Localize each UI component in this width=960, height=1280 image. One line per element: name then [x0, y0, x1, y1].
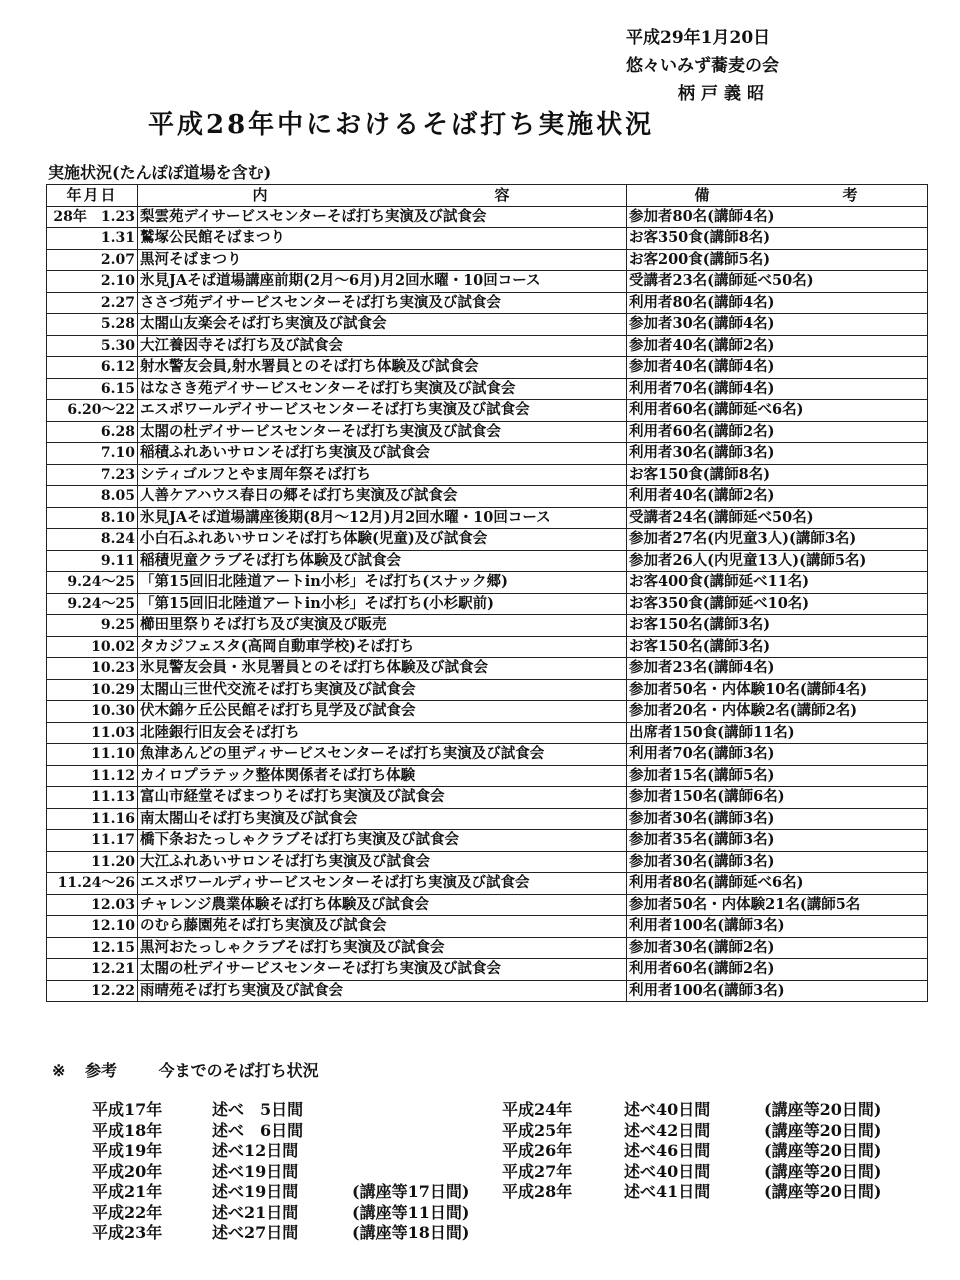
history-days: 述べ46日間: [624, 1141, 711, 1160]
content-cell: 鷲塚公民館そばまつり: [138, 228, 627, 250]
notes-cell: お客200食(講師5名): [627, 249, 928, 271]
notes-cell: 参加者30名(講師3名): [627, 808, 928, 830]
document-title: 平成28年中におけるそば打ち実施状況: [148, 110, 655, 140]
history-days: 述べ40日間: [624, 1100, 711, 1119]
history-lectures: (講座等20日間): [764, 1161, 882, 1181]
document-header: [626, 24, 926, 108]
notes-cell: お客400食(講師延べ11名): [627, 572, 928, 594]
date-cell: 28年 1.23: [47, 206, 138, 228]
date-cell: 12.03: [47, 894, 138, 916]
date-cell: 7.23: [47, 464, 138, 486]
table-row: [47, 572, 928, 594]
history-year: 平成23年: [92, 1223, 163, 1242]
notes-cell: 利用者70名(講師3名): [627, 744, 928, 766]
table-row: [47, 335, 928, 357]
content-cell: はなさき苑デイサービスセンターそば打ち実演及び試食会: [138, 378, 627, 400]
notes-cell: 受講者24名(講師延べ50名): [627, 507, 928, 529]
date-cell: 11.20: [47, 851, 138, 873]
history-year: 平成17年: [92, 1100, 163, 1119]
notes-cell: 利用者70名(講師4名): [627, 378, 928, 400]
date-cell: 11.10: [47, 744, 138, 766]
table-row: [47, 400, 928, 422]
table-row: [47, 421, 928, 443]
content-cell: チャレンジ農業体験そば打ち体験及び試食会: [138, 894, 627, 916]
history-days: 述べ40日間: [624, 1161, 711, 1181]
date-cell: 9.25: [47, 615, 138, 637]
notes-cell: 参加者50名・内体験21名(講師5名: [627, 894, 928, 916]
date-cell: 6.12: [47, 357, 138, 379]
date-cell: 11.17: [47, 830, 138, 852]
content-cell: 梨雲苑デイサービスセンターそば打ち実演及び試食会: [138, 206, 627, 228]
notes-cell: お客150名(講師3名): [627, 636, 928, 658]
reference-heading: [52, 1058, 319, 1081]
date-cell: 8.05: [47, 486, 138, 508]
table-row: [47, 443, 928, 465]
date-cell: 8.24: [47, 529, 138, 551]
content-cell: エスポワールディサービスセンターそば打ち実演及び試食会: [138, 873, 627, 895]
notes-cell: 利用者100名(講師3名): [627, 916, 928, 938]
history-days: 述べ19日間: [212, 1161, 299, 1181]
table-row: [47, 550, 928, 572]
notes-cell: 参加者30名(講師3名): [627, 851, 928, 873]
table-row: [47, 980, 928, 1002]
notes-cell: お客150食(講師8名): [627, 464, 928, 486]
table-row: [47, 529, 928, 551]
notes-cell: 参加者20名・内体験2名(講師2名): [627, 701, 928, 723]
section-label: 実施状況(たんぽぽ道場を含む): [48, 163, 272, 182]
table-row: [47, 507, 928, 529]
date-cell: 12.15: [47, 937, 138, 959]
header-notes-part: 考: [842, 186, 860, 205]
notes-cell: 利用者60名(講師延べ6名): [627, 400, 928, 422]
table-row: [47, 808, 928, 830]
header-date: 年月日: [47, 185, 138, 207]
date-cell: 11.24～26: [47, 873, 138, 895]
table-row: [47, 593, 928, 615]
table-row: [47, 271, 928, 293]
table-row: [47, 701, 928, 723]
history-list-right: [502, 1100, 881, 1203]
content-cell: 小白石ふれあいサロンそば打ち体験(児童)及び試食会: [138, 529, 627, 551]
history-year: 平成26年: [502, 1141, 573, 1160]
content-cell: 太閤の杜デイサービスセンターそば打ち実演及び試食会: [138, 959, 627, 981]
date-cell: 9.24～25: [47, 593, 138, 615]
content-cell: 富山市経堂そばまつりそば打ち実演及び試食会: [138, 787, 627, 809]
table-row: [47, 744, 928, 766]
history-row: [502, 1100, 881, 1121]
history-year: 平成18年: [92, 1120, 163, 1140]
content-cell: シティゴルフとやま周年祭そば打ち: [138, 464, 627, 486]
table-row: [47, 765, 928, 787]
notes-cell: 利用者30名(講師3名): [627, 443, 928, 465]
reference-label: 参考: [84, 1061, 117, 1080]
history-lectures: (講座等20日間): [764, 1120, 882, 1140]
history-year: 平成28年: [502, 1182, 573, 1201]
document-date: 平成29年1月20日: [626, 28, 771, 48]
content-cell: 氷見JAそば道場講座前期(2月～6月)月2回水曜・10回コース: [138, 271, 627, 293]
history-lectures: (講座等20日間): [764, 1182, 882, 1201]
history-year: 平成22年: [92, 1202, 163, 1222]
history-row: [92, 1141, 469, 1162]
notes-cell: 参加者80名(講師4名): [627, 206, 928, 228]
date-cell: 10.23: [47, 658, 138, 680]
table-row: [47, 464, 928, 486]
content-cell: 伏木錦ケ丘公民館そば打ち見学及び試食会: [138, 701, 627, 723]
history-row: [92, 1223, 469, 1244]
date-cell: 8.10: [47, 507, 138, 529]
table-row: [47, 206, 928, 228]
notes-cell: お客350食(講師延べ10名): [627, 593, 928, 615]
notes-cell: お客150名(講師3名): [627, 615, 928, 637]
history-year: 平成24年: [502, 1100, 573, 1119]
events-body: [47, 206, 928, 1002]
content-cell: 黒河おたっしゃクラブそば打ち実演及び試食会: [138, 937, 627, 959]
history-lectures: (講座等11日間): [352, 1202, 470, 1222]
header-notes-part: 備: [694, 186, 712, 205]
table-row: [47, 292, 928, 314]
header-notes: [627, 185, 928, 207]
header-content-part: 容: [494, 186, 512, 205]
date-cell: 2.27: [47, 292, 138, 314]
history-row: [92, 1203, 469, 1224]
history-row: [92, 1182, 469, 1203]
history-days: 述べ41日間: [624, 1182, 711, 1201]
history-year: 平成21年: [92, 1182, 163, 1201]
date-cell: 10.02: [47, 636, 138, 658]
table-row: [47, 830, 928, 852]
notes-cell: 参加者50名・内体験10名(講師4名): [627, 679, 928, 701]
table-row: [47, 378, 928, 400]
notes-cell: 参加者30名(講師2名): [627, 937, 928, 959]
content-cell: 稲積ふれあいサロンそば打ち実演及び試食会: [138, 443, 627, 465]
history-year: 平成20年: [92, 1161, 163, 1181]
history-lectures: (講座等20日間): [764, 1141, 882, 1160]
content-cell: 「第15回旧北陸道アートin小杉」そば打ち(小杉駅前): [138, 593, 627, 615]
content-cell: のむら藤園苑そば打ち実演及び試食会: [138, 916, 627, 938]
history-row: [92, 1100, 469, 1121]
table-row: [47, 679, 928, 701]
content-cell: 雨晴苑そば打ち実演及び試食会: [138, 980, 627, 1002]
date-cell: 12.22: [47, 980, 138, 1002]
history-year: 平成27年: [502, 1161, 573, 1181]
notes-cell: 参加者23名(講師4名): [627, 658, 928, 680]
history-days: 述べ 5日間: [212, 1100, 304, 1119]
table-row: [47, 873, 928, 895]
date-cell: 5.28: [47, 314, 138, 336]
table-header-row: [47, 185, 928, 207]
header-content: [138, 185, 627, 207]
notes-cell: 利用者60名(講師2名): [627, 959, 928, 981]
content-cell: 橋下条おたっしゃクラブそば打ち実演及び試食会: [138, 830, 627, 852]
date-cell: 10.29: [47, 679, 138, 701]
date-cell: 9.11: [47, 550, 138, 572]
content-cell: タカジフェスタ(高岡自動車学校)そば打ち: [138, 636, 627, 658]
date-cell: 11.13: [47, 787, 138, 809]
table-row: [47, 636, 928, 658]
date-cell: 7.10: [47, 443, 138, 465]
history-days: 述べ27日間: [212, 1223, 299, 1242]
history-row: [502, 1121, 881, 1142]
date-cell: 11.03: [47, 722, 138, 744]
history-row: [502, 1162, 881, 1183]
notes-cell: 利用者80名(講師4名): [627, 292, 928, 314]
content-cell: 黒河そばまつり: [138, 249, 627, 271]
table-row: [47, 787, 928, 809]
content-cell: 太閤山友楽会そば打ち実演及び試食会: [138, 314, 627, 336]
history-year: 平成25年: [502, 1120, 573, 1140]
history-days: 述べ42日間: [624, 1120, 711, 1140]
date-cell: 5.30: [47, 335, 138, 357]
notes-cell: 受講者23名(講師延べ50名): [627, 271, 928, 293]
notes-cell: 参加者27名(内児童3人)(講師3名): [627, 529, 928, 551]
notes-cell: 利用者100名(講師3名): [627, 980, 928, 1002]
date-cell: 1.31: [47, 228, 138, 250]
table-row: [47, 228, 928, 250]
content-cell: ささづ苑デイサービスセンターそば打ち実演及び試食会: [138, 292, 627, 314]
table-row: [47, 314, 928, 336]
content-cell: 魚津あんどの里ディサービスセンターそば打ち実演及び試食会: [138, 744, 627, 766]
notes-cell: 参加者26人(内児童13人)(講師5名): [627, 550, 928, 572]
notes-cell: 参加者30名(講師4名): [627, 314, 928, 336]
content-cell: 氷見警友会員・氷見署員とのそば打ち体験及び試食会: [138, 658, 627, 680]
content-cell: 氷見JAそば道場講座後期(8月～12月)月2回水曜・10回コース: [138, 507, 627, 529]
date-cell: 12.10: [47, 916, 138, 938]
history-days: 述べ19日間: [212, 1182, 299, 1201]
content-cell: 太閤山三世代交流そば打ち実演及び試食会: [138, 679, 627, 701]
history-row: [92, 1121, 469, 1142]
notes-cell: 参加者35名(講師3名): [627, 830, 928, 852]
date-cell: 11.16: [47, 808, 138, 830]
history-lectures: (講座等18日間): [352, 1223, 470, 1242]
date-cell: 2.10: [47, 271, 138, 293]
content-cell: 太閤の杜デイサービスセンターそば打ち実演及び試食会: [138, 421, 627, 443]
header-content-part: 内: [252, 186, 270, 205]
content-cell: 櫛田里祭りそば打ち及び実演及び販売: [138, 615, 627, 637]
content-cell: 南太閤山そば打ち実演及び試食会: [138, 808, 627, 830]
reference-mark: ※: [52, 1061, 66, 1080]
date-cell: 6.20～22: [47, 400, 138, 422]
table-row: [47, 486, 928, 508]
notes-cell: 利用者40名(講師2名): [627, 486, 928, 508]
date-cell: 11.12: [47, 765, 138, 787]
table-row: [47, 959, 928, 981]
organization-name: 悠々いみず蕎麦の会: [626, 56, 779, 76]
date-cell: 6.28: [47, 421, 138, 443]
content-cell: 「第15回旧北陸道アートin小杉」そば打ち(スナック郷): [138, 572, 627, 594]
history-row: [502, 1141, 881, 1162]
author-name: 柄戸義昭: [678, 84, 770, 104]
date-cell: 12.21: [47, 959, 138, 981]
table-row: [47, 615, 928, 637]
history-lectures: (講座等20日間): [764, 1100, 882, 1119]
history-year: 平成19年: [92, 1141, 163, 1160]
history-days: 述べ 6日間: [212, 1120, 304, 1140]
notes-cell: 参加者15名(講師5名): [627, 765, 928, 787]
date-cell: 6.15: [47, 378, 138, 400]
notes-cell: 参加者40名(講師4名): [627, 357, 928, 379]
events-table: [46, 184, 928, 1002]
notes-cell: 利用者80名(講師延べ6名): [627, 873, 928, 895]
content-cell: 北陸銀行旧友会そば打ち: [138, 722, 627, 744]
history-days: 述べ21日間: [212, 1202, 299, 1222]
table-row: [47, 658, 928, 680]
notes-cell: 出席者150食(講師11名): [627, 722, 928, 744]
content-cell: エスポワールデイサービスセンターそば打ち実演及び試食会: [138, 400, 627, 422]
content-cell: 大江ふれあいサロンそば打ち実演及び試食会: [138, 851, 627, 873]
history-days: 述べ12日間: [212, 1141, 299, 1160]
content-cell: 射水警友会員,射水署員とのそば打ち体験及び試食会: [138, 357, 627, 379]
content-cell: 稲積児童クラブそば打ち体験及び試食会: [138, 550, 627, 572]
history-lectures: (講座等17日間): [352, 1182, 470, 1201]
history-row: [92, 1162, 469, 1183]
table-row: [47, 357, 928, 379]
content-cell: カイロプラテック整体関係者そば打ち体験: [138, 765, 627, 787]
table-row: [47, 937, 928, 959]
date-cell: 9.24～25: [47, 572, 138, 594]
history-row: [502, 1182, 881, 1203]
notes-cell: 参加者150名(講師6名): [627, 787, 928, 809]
table-row: [47, 916, 928, 938]
content-cell: 人善ケアハウス春日の郷そば打ち実演及び試食会: [138, 486, 627, 508]
notes-cell: 利用者60名(講師2名): [627, 421, 928, 443]
notes-cell: お客350食(講師8名): [627, 228, 928, 250]
table-row: [47, 894, 928, 916]
date-cell: 10.30: [47, 701, 138, 723]
table-row: [47, 851, 928, 873]
notes-cell: 参加者40名(講師2名): [627, 335, 928, 357]
reference-title: 今までのそば打ち状況: [158, 1061, 319, 1080]
table-row: [47, 249, 928, 271]
content-cell: 大江養因寺そば打ち及び試食会: [138, 335, 627, 357]
date-cell: 2.07: [47, 249, 138, 271]
history-list-left: [92, 1100, 469, 1244]
table-row: [47, 722, 928, 744]
